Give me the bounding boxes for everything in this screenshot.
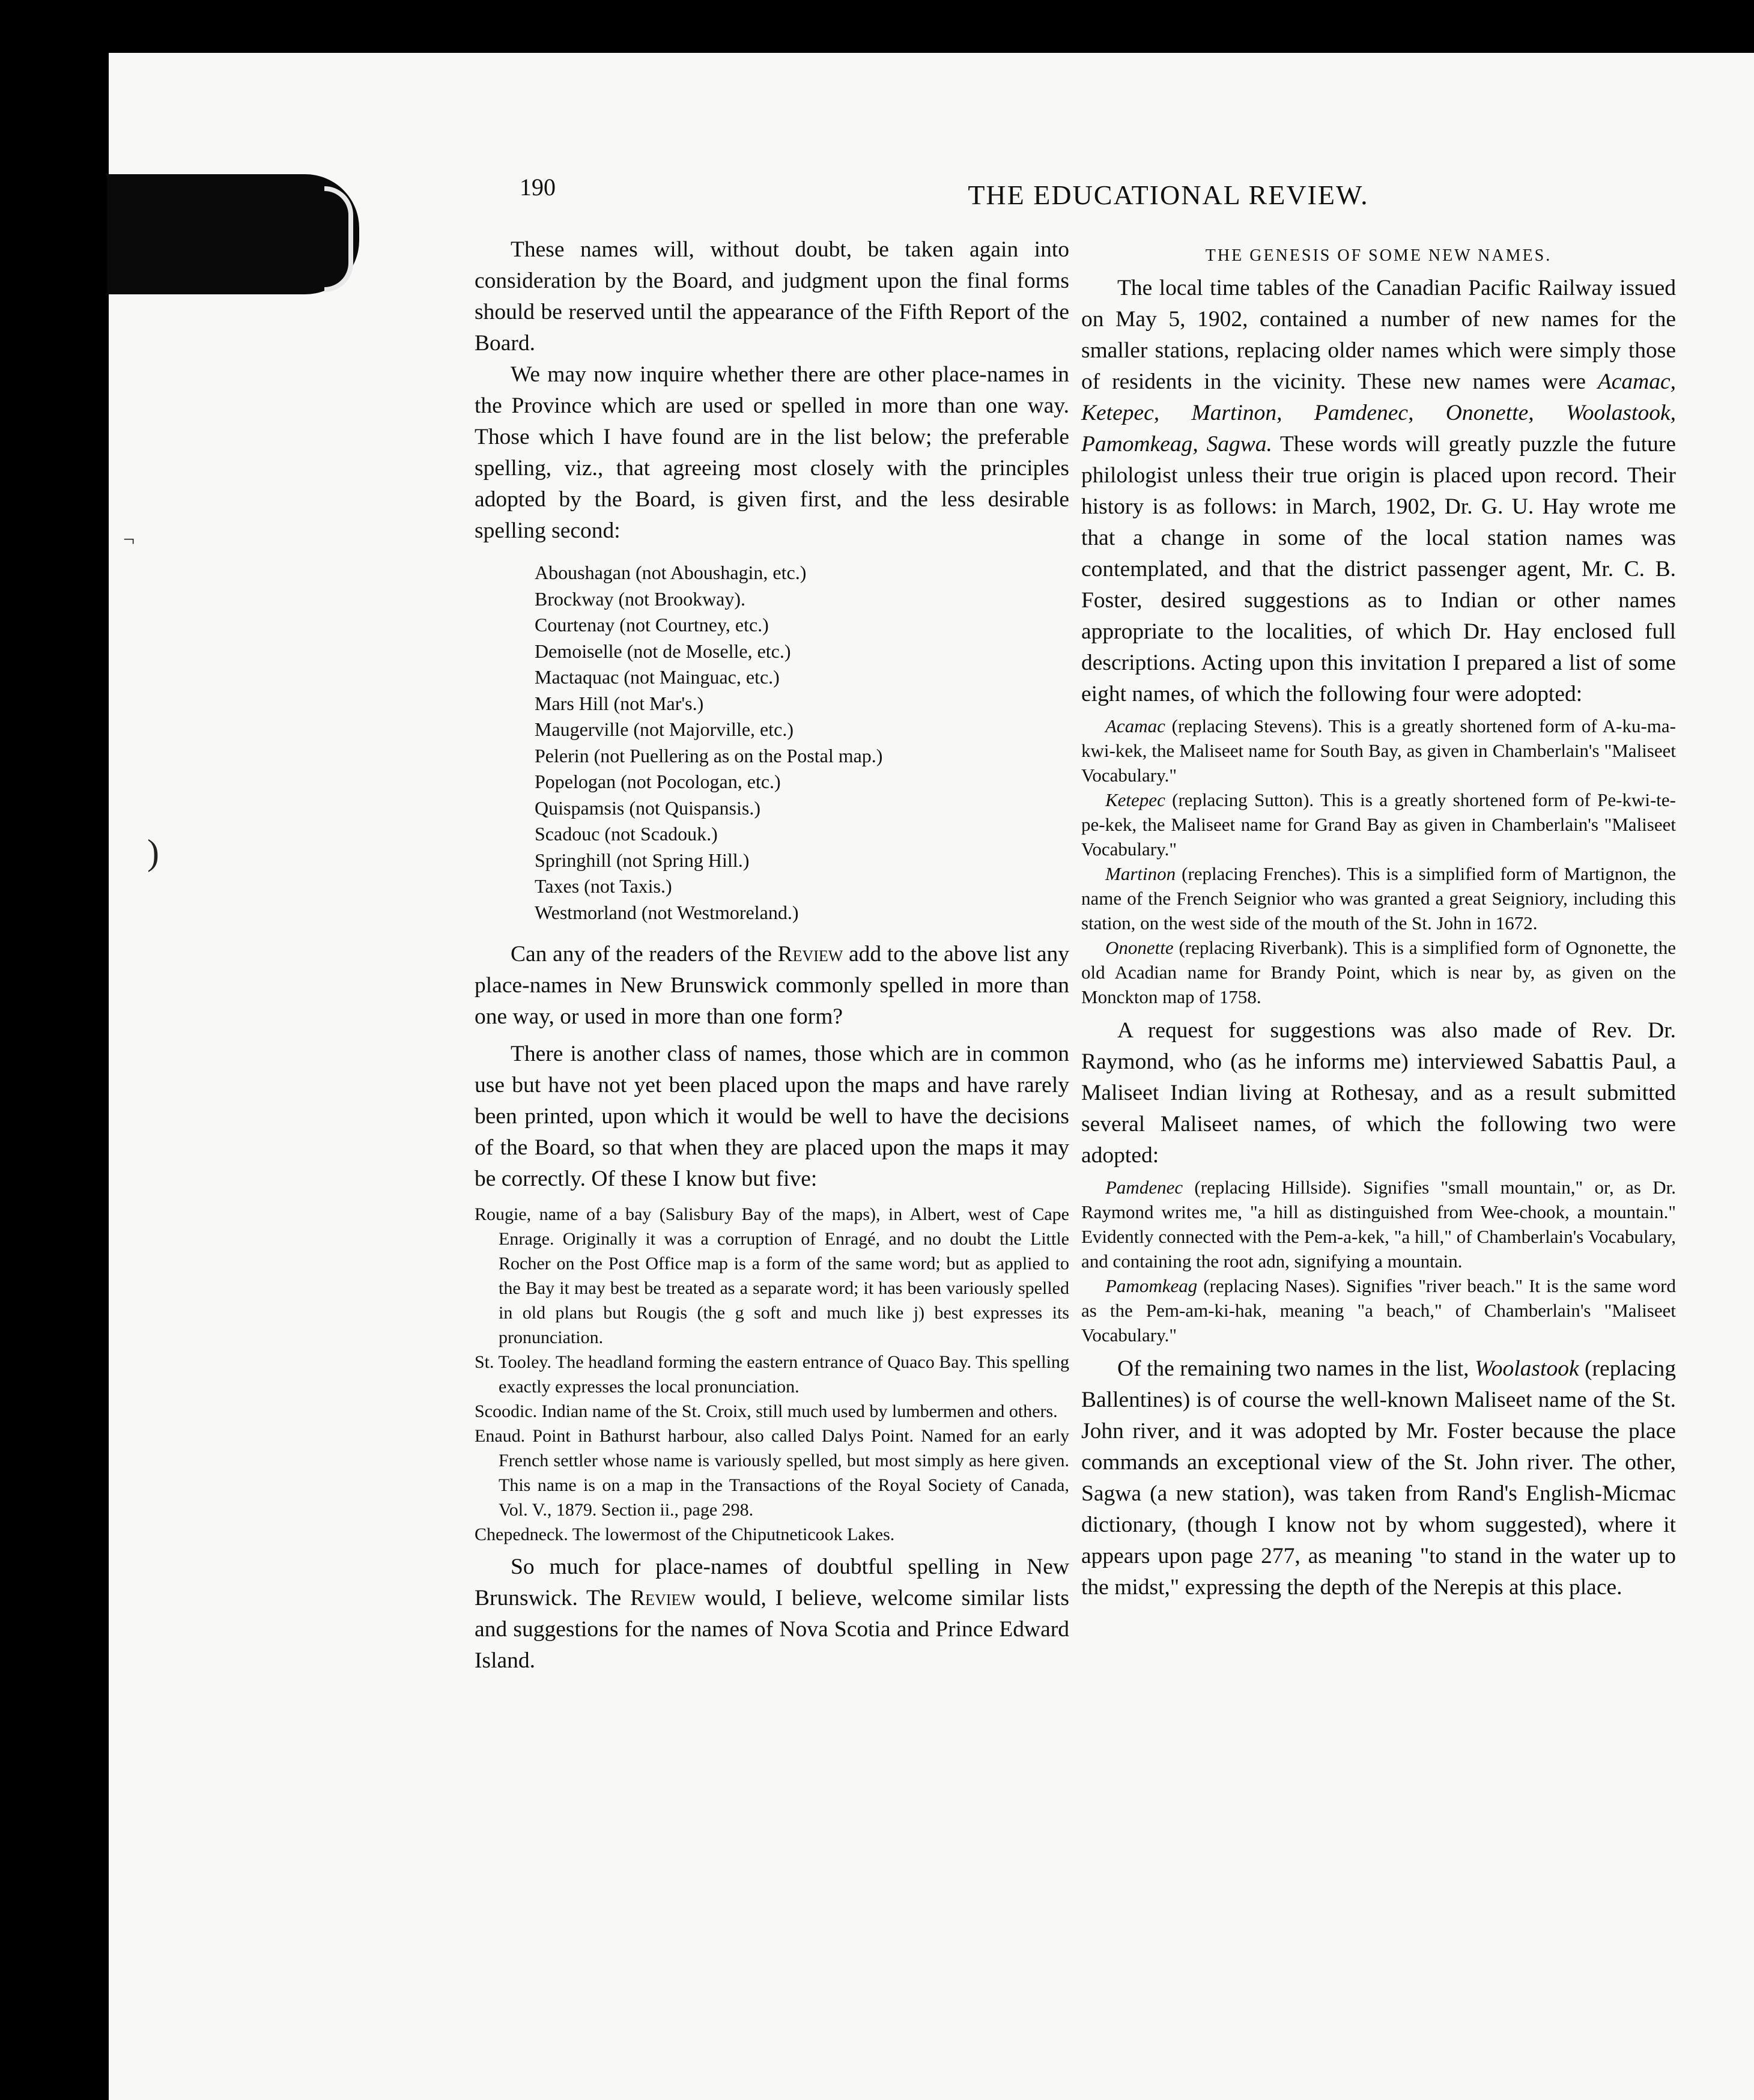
binder-clip-highlight [324, 186, 353, 292]
list-item: Brockway (not Brookway). [535, 587, 746, 610]
note-text: The lowermost of the Chiputneticook Lakes. [568, 1525, 895, 1544]
note-ketepec [1081, 788, 1676, 861]
note-text: (replacing Sutton). This is a greatly shortened form of Pe-kwi-te-pe-kek, the Maliseet name for Grand Bay as given in Chamberlain's "Maliseet Vocabulary." [1081, 789, 1676, 860]
list-item: Demoiselle (not de Moselle, etc.) [535, 640, 791, 662]
scan-mark: ¬ [123, 529, 135, 551]
journal-name: Review [630, 1586, 696, 1610]
note-chepedneck [475, 1522, 1069, 1547]
note-text: The headland forming the eastern entrance of Quaco Bay. This spelling exactly expresses the local pronunciation. [499, 1352, 1069, 1397]
page-header [520, 173, 1754, 221]
note-enaud [475, 1424, 1069, 1522]
station-names: Acamac, Ketepec, Martinon, Pamdenec, Ononette, Woolastook, Pamomkeag, Sagwa. [1081, 369, 1676, 457]
left-paragraph-5 [475, 1552, 1069, 1677]
left-notes [475, 1202, 1069, 1547]
note-pamdenec [1081, 1175, 1676, 1273]
note-term: Ononette [1105, 937, 1174, 958]
note-martinon [1081, 861, 1676, 935]
note-term: Scoodic. [475, 1401, 538, 1421]
right-paragraph-2: A request for suggestions was also made of Rev. Dr. Raymond, who (as he informs me) interviewed Sabattis Paul, a Maliseet Indian living at Rothesay, and as a result submitted several Maliseet names, of which the following two were adopted: [1081, 1018, 1676, 1168]
right-paragraph-1 [1081, 273, 1676, 710]
note-text: (replacing Nases). Signifies "river beach." It is the same word as the Pem-am-ki-hak, meaning "a beach," of Chamberlain's "Maliseet Vocabulary." [1081, 1275, 1676, 1346]
list-item: Courtenay (not Courtney, etc.) [535, 614, 769, 636]
note-term: Pamomkeag [1105, 1275, 1198, 1296]
right-paragraph-3 [1081, 1353, 1676, 1603]
right-column [1081, 234, 1676, 1603]
note-term: Ketepec [1105, 789, 1165, 810]
right-notes-1 [1081, 714, 1676, 1009]
note-text: (replacing Stevens). This is a greatly shortened form of A-ku-ma-kwi-kek, the Maliseet name for South Bay, as given in Chamberlain's "Maliseet Vocabulary." [1081, 715, 1676, 786]
text-run: So much for place-names of doubtful spelling in New Brunswick. The [475, 1555, 1069, 1610]
section-title: THE GENESIS OF SOME NEW NAMES. [1205, 246, 1552, 265]
left-paragraph-3 [475, 939, 1069, 1033]
note-text: (replacing Frenches). This is a simplified form of Martignon, the name of the French Seignior who was granted a great Seigniory, including this station, on the west side of the mouth of the St. John in 1672. [1081, 863, 1676, 933]
page-number: 190 [520, 174, 556, 201]
list-item: Aboushagan (not Aboushagin, etc.) [535, 562, 807, 583]
left-paragraph-2: We may now inquire whether there are other place-names in the Province which are used or spelled in more than one way. Those which I have found are in the list below; the preferable spelling, viz., that agreeing most closely with the principles adopted by the Board, is given first, and the less desirable spelling second: [475, 362, 1069, 543]
note-text: name of a bay (Salisbury Bay of the maps), in Albert, west of Cape Enrage. Originally it was a corruption of Enragé, and no doubt the Little Rocher on the Post Office map is a form of the same word; but as applied to the Bay it may best be treated as a separate word; it has been variously spelled in old plans but Rougis (the g soft and much like j) best expresses its pronunciation. [499, 1204, 1069, 1347]
list-item: Quispamsis (not Quispansis.) [535, 797, 760, 819]
note-st-tooley [475, 1350, 1069, 1399]
note-text: (replacing Hillside). Signifies "small mountain," or, as Dr. Raymond writes me, "a hill as distinguished from Wee-chook, a mountain." Evidently connected with the Pem-a-kek, "a hill," of Chamberlain's Vocabulary, and containing the root adn, signifying a mountain. [1081, 1177, 1676, 1272]
note-text: Indian name of the St. Croix, still much used by lumbermen and others. [537, 1401, 1058, 1421]
note-term: Chepedneck. [475, 1525, 568, 1544]
note-term: Rougie, [475, 1204, 532, 1224]
note-term: St. Tooley. [475, 1352, 551, 1372]
list-item: Pelerin (not Puellering as on the Postal map.) [535, 744, 883, 766]
note-term: Martinon [1105, 863, 1176, 884]
text-run: Can any of the readers of the [511, 942, 778, 967]
note-ononette [1081, 935, 1676, 1009]
journal-name: Review [777, 942, 843, 967]
list-item: Popelogan (not Pocologan, etc.) [535, 771, 781, 792]
list-item: Taxes (not Taxis.) [535, 875, 672, 897]
right-notes-2 [1081, 1175, 1676, 1347]
text-run: (replacing Ballentines) is of course the well-known Maliseet name of the St. John river, and it was adopted by Mr. Foster because the place commands an exceptional view of the St. John river. The other, Sagwa (a new station), was taken from Rand's English-Micmac dictionary, (though I know not by whom suggested), where it appears upon page 277, as meaning "to stand in the water up to the midst," expressing the depth of the Nerepis at this place. [1081, 1356, 1677, 1600]
station-name: Woolastook [1474, 1356, 1579, 1381]
note-acamac [1081, 714, 1676, 788]
note-pamomkeag [1081, 1273, 1676, 1347]
text-run: add to the above list any place-names in New Brunswick commonly spelled in more than one way, or used in more than one form? [475, 942, 1069, 1029]
list-item: Mars Hill (not Mar's.) [535, 692, 704, 714]
list-item: Maugerville (not Majorville, etc.) [535, 718, 794, 740]
list-item: Scadouc (not Scadouk.) [535, 823, 718, 845]
text-run: Of the remaining two names in the list, [1117, 1356, 1475, 1381]
text-run: The local time tables of the Canadian Pacific Railway issued on May 5, 1902, contained a number of new names for the smaller stations, replacing older names which were simply those of residents in the vicinity. These new names were [1081, 276, 1676, 394]
scan-mark: ) [147, 833, 159, 872]
note-text: (replacing Riverbank). This is a simplified form of Ognonette, the old Acadian name for Brandy Point, which is near by, as given on the Monckton map of 1758. [1081, 937, 1676, 1007]
binder-clip-shadow [107, 174, 359, 294]
left-paragraph-4: There is another class of names, those which are in common use but have not yet been placed upon the maps and have rarely been printed, upon which it would be well to have the decisions of the Board, so that when they are placed upon the maps it may be correctly. Of these I know but five: [475, 1042, 1069, 1191]
note-term: Pamdenec [1105, 1177, 1183, 1198]
note-term: Enaud. [475, 1426, 526, 1446]
note-scoodic [475, 1399, 1069, 1424]
list-item: Westmorland (not Westmoreland.) [535, 901, 799, 923]
note-text: Point in Bathurst harbour, also called Dalys Point. Named for an early French settler whose name is variously spelled, but most simply as here given. This name is on a map in the Transactions of the Royal Society of Canada, Vol. V., 1879. Section ii., page 298. [499, 1426, 1069, 1520]
list-item: Springhill (not Spring Hill.) [535, 849, 750, 871]
place-name-list [535, 560, 1069, 926]
left-paragraph-1: These names will, without doubt, be taken again into consideration by the Board, and judgment upon the final forms should be reserved until the appearance of the Fifth Report of the Board. [475, 237, 1069, 356]
list-item: Mactaquac (not Mainguac, etc.) [535, 666, 780, 688]
text-run: would, I believe, welcome similar lists and suggestions for the names of Nova Scotia and Prince Edward Island. [475, 1586, 1069, 1673]
note-term: Acamac [1105, 715, 1165, 736]
note-rougie [475, 1202, 1069, 1350]
text-run: These words will greatly puzzle the future philologist unless their true origin is placed upon record. Their history is as follows: in March, 1902, Dr. G. U. Hay wrote me that a change in some of the local station names was contemplated, and that the district passenger agent, Mr. C. B. Foster, desired suggestions as to Indian or other names appropriate to the localities, of which Dr. Hay enclosed full descriptions. Acting upon this invitation I prepared a list of some eight names, of which the following four were adopted: [1081, 432, 1676, 706]
running-title: THE EDUCATIONAL REVIEW. [968, 180, 1369, 210]
left-column [475, 234, 1069, 1677]
